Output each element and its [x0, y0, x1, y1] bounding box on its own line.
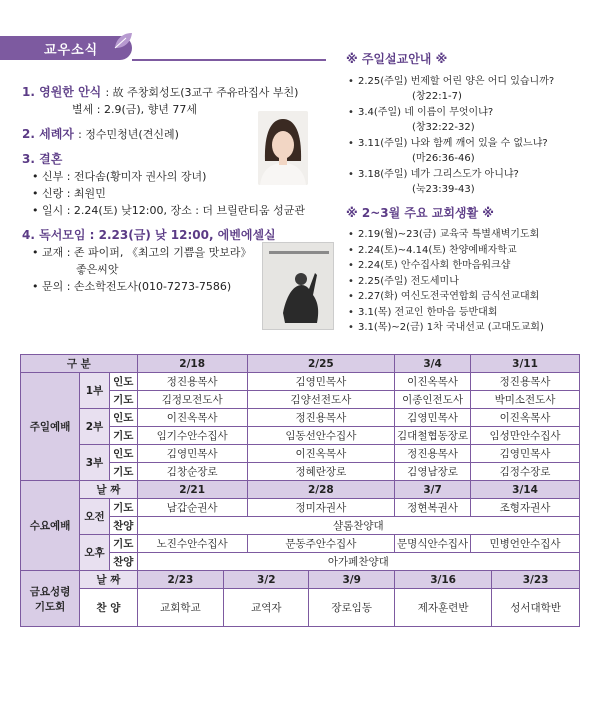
table-cell: 이종인전도사 [395, 391, 471, 409]
table-cell: 김양선전도사 [247, 391, 394, 409]
news-right [346, 52, 586, 336]
date-cell: 2/25 [247, 355, 394, 373]
table-cell: 아가페찬양대 [137, 553, 579, 571]
event-item: • 2.24(토)~4.14(토) 찬양예배자학교 [346, 243, 586, 259]
table-row [21, 571, 580, 589]
wedding-groom: • 신랑 : 최원민 [32, 187, 106, 200]
table-cell: 이진옥목사 [395, 373, 471, 391]
role-label: 기도 [109, 535, 137, 553]
table-row [21, 373, 580, 391]
sermon-ref: (눅23:39-43) [412, 184, 475, 195]
date-cell: 3/16 [395, 571, 492, 589]
wedding-time: • 일시 : 2.24(토) 낮12:00, 장소 : 더 브릴란티움 성균관 [32, 204, 306, 217]
date-cell: 2/21 [137, 481, 247, 499]
table-cell: 김창순장로 [137, 463, 247, 481]
sermon-item: • 3.11(주일) 나와 함께 깨어 있을 수 없느냐? [346, 136, 586, 152]
date-cell: 2/23 [137, 571, 224, 589]
sermon-ref: (창32:22-32) [412, 122, 475, 133]
part-label: 오전 [80, 499, 110, 535]
news-wedding: 3. 결혼 [22, 152, 63, 166]
table-cell: 이진옥목사 [137, 409, 247, 427]
bookclub-contact: • 문의 : 손소학전도사(010-7273-7586) [32, 280, 232, 293]
part-label: 2부 [80, 409, 110, 445]
group-sunday: 주일예배 [21, 373, 80, 481]
date-cell: 2/18 [137, 355, 247, 373]
date-cell: 3/7 [395, 481, 471, 499]
table-row [21, 481, 580, 499]
table-cell: 이진옥목사 [471, 409, 580, 427]
table-cell: 교역자 [224, 589, 309, 627]
banner-title: 교우소식 [44, 43, 99, 58]
date-cell: 3/9 [309, 571, 395, 589]
col-head: 구 분 [21, 355, 138, 373]
event-item: • 2.25(주일) 전도세미나 [346, 274, 586, 290]
book-cover-image [262, 242, 334, 330]
sermon-item: • 2.25(주일) 번제할 어린 양은 어디 있습니까? [346, 74, 586, 90]
table-cell: 정진용목사 [395, 445, 471, 463]
event-item: • 2.27(화) 여신도전국연합회 금식선교대회 [346, 289, 586, 305]
divider-left [132, 59, 326, 61]
sermon-item: • 3.4(주일) 네 이름이 무엇이냐? [346, 105, 586, 121]
table-cell: 김영민목사 [247, 373, 394, 391]
table-row [21, 535, 580, 553]
news-baptism: 2. 세례자 : 정수민청년(견신례) [22, 127, 179, 141]
part-label: 오후 [80, 535, 110, 571]
table-cell: 노진수안수집사 [137, 535, 247, 553]
sermon-ref: (마26:36-46) [412, 153, 475, 164]
wedding-bride: • 신부 : 전다솜(황미자 권사의 장녀) [32, 170, 207, 183]
role-label: 찬양 [109, 517, 137, 535]
role-label: 인도 [109, 409, 137, 427]
role-label: 기도 [109, 427, 137, 445]
table-cell: 임성만안수집사 [471, 427, 580, 445]
sermon-heading: ※ 주일설교안내 ※ [346, 52, 448, 66]
role-label: 인도 [109, 373, 137, 391]
group-friday-l1: 금요성령 [29, 585, 71, 598]
role-label: 기도 [109, 499, 137, 517]
table-cell: 김정수장로 [471, 463, 580, 481]
table-cell: 김영민목사 [137, 445, 247, 463]
table-cell: 정진용목사 [137, 373, 247, 391]
table-cell: 박미소전도사 [471, 391, 580, 409]
date-cell: 3/4 [395, 355, 471, 373]
bookclub-publisher: 좋은씨앗 [76, 263, 119, 276]
table-cell: 김정모전도사 [137, 391, 247, 409]
table-cell: 정진용목사 [471, 373, 580, 391]
table-cell: 문동주안수집사 [247, 535, 394, 553]
date-cell: 3/14 [471, 481, 580, 499]
table-header-row [21, 355, 580, 373]
table-cell: 정진용목사 [247, 409, 394, 427]
date-label: 날 짜 [80, 571, 138, 589]
table-cell: 김대철협동장로 [395, 427, 471, 445]
table-cell: 교회학교 [137, 589, 224, 627]
role-label: 찬 양 [80, 589, 138, 627]
role-label: 찬양 [109, 553, 137, 571]
table-cell: 임동선안수집사 [247, 427, 394, 445]
events-heading: ※ 2~3월 주요 교회생활 ※ [346, 205, 494, 220]
table-cell: 제자훈련반 [395, 589, 492, 627]
sermon-item: • 3.18(주일) 네가 그리스도가 아니냐? [346, 167, 586, 183]
table-row [21, 499, 580, 517]
date-cell: 3/11 [471, 355, 580, 373]
table-cell: 문명식안수집사 [395, 535, 471, 553]
news-bookclub: 4. 독서모임 : 2.23(금) 낮 12:00, 에벤에셀실 [22, 228, 276, 242]
part-label: 3부 [80, 445, 110, 481]
funeral-detail: 별세 : 2.9(금), 향년 77세 [72, 103, 198, 116]
date-cell: 2/28 [247, 481, 394, 499]
event-item: • 2.19(월)~23(금) 교육국 특별새벽기도회 [346, 227, 586, 243]
table-row [21, 409, 580, 427]
table-cell: 김영민목사 [471, 445, 580, 463]
table-cell: 장로임동 [309, 589, 395, 627]
part-label: 1부 [80, 373, 110, 409]
table-cell: 정혜란장로 [247, 463, 394, 481]
group-wednesday: 수요예배 [21, 481, 80, 571]
worship-schedule-table [20, 354, 580, 627]
table-cell: 민병언안수집사 [471, 535, 580, 553]
bookclub-text: • 교재 : 존 파이퍼, 《최고의 기쁨을 맛보라》 [32, 246, 252, 259]
table-cell: 김영남장로 [395, 463, 471, 481]
event-item: • 3.1(목)~2(금) 1차 국내선교 (고대도교회) [346, 320, 586, 336]
role-label: 기도 [109, 463, 137, 481]
baptism-photo [258, 111, 308, 185]
table-cell: 조형자권사 [471, 499, 580, 517]
table-row [21, 445, 580, 463]
role-label: 인도 [109, 445, 137, 463]
date-cell: 3/2 [224, 571, 309, 589]
event-item: • 3.1(목) 전교인 한마음 등반대회 [346, 305, 586, 321]
event-item: • 2.24(토) 안수집사회 한마음워크샵 [346, 258, 586, 274]
table-cell: 남갑순권사 [137, 499, 247, 517]
group-friday-l2: 기도회 [34, 600, 66, 613]
table-cell: 성서대학반 [492, 589, 580, 627]
role-label: 기도 [109, 391, 137, 409]
date-label: 날 짜 [80, 481, 138, 499]
news-funeral: 1. 영원한 안식 : 故 주창회성도(3교구 주유라집사 부친) [22, 85, 299, 99]
sermon-ref: (창22:1-7) [412, 91, 462, 102]
table-cell: 임기수안수집사 [137, 427, 247, 445]
date-cell: 3/23 [492, 571, 580, 589]
leaf-icon [112, 30, 134, 52]
table-cell: 이진옥목사 [247, 445, 394, 463]
table-cell: 샬롬찬양대 [137, 517, 579, 535]
table-cell: 정미자권사 [247, 499, 394, 517]
table-cell: 김영민목사 [395, 409, 471, 427]
table-row [21, 589, 580, 627]
group-friday [21, 571, 80, 627]
table-cell: 정현복권사 [395, 499, 471, 517]
